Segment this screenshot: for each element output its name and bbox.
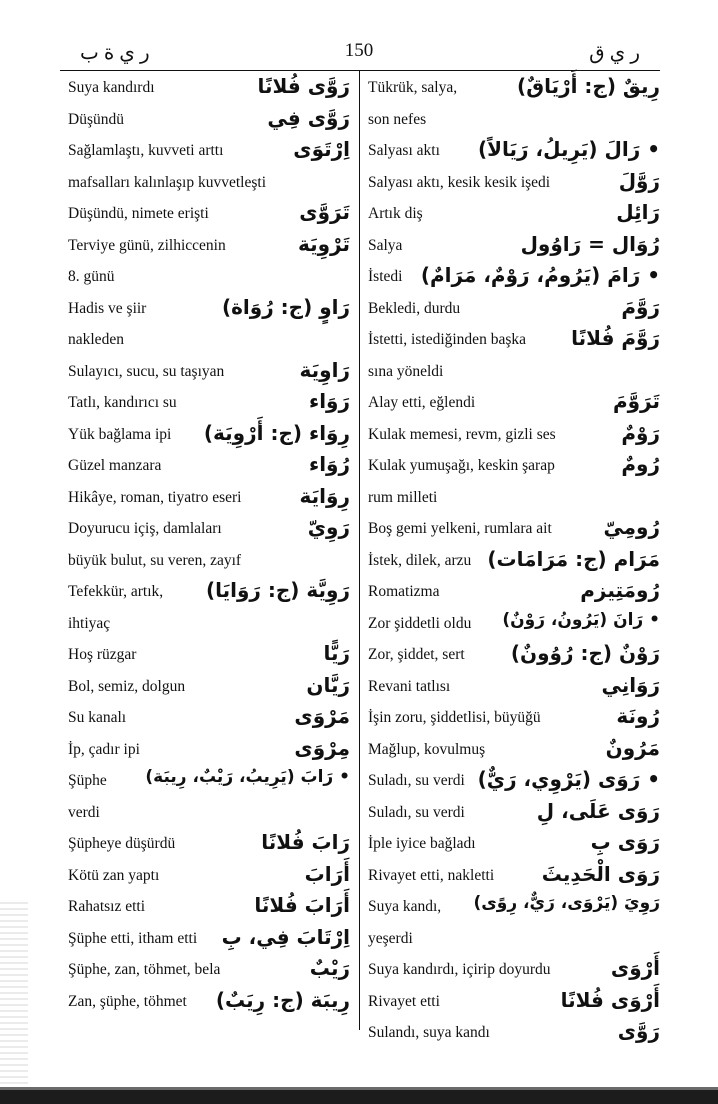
arabic-headword: رَوِيَّة (ج: رَوَايَا) [205,578,350,602]
dictionary-entry [368,450,660,482]
dictionary-entry [368,135,660,167]
turkish-meaning: Zor şiddetli oldu [368,614,472,632]
arabic-headword: رَوِيَ (يَرْوَى، رَيٌّ، رِوًى) [473,893,660,913]
dictionary-entry [68,954,350,986]
turkish-meaning: Zor, şiddet, sert [368,646,465,663]
turkish-meaning: Hoş rüzgar [68,646,137,663]
dictionary-entry [68,639,350,671]
turkish-meaning: Rivayet etti [368,992,440,1010]
dictionary-entry [368,986,660,1018]
arabic-headword: أَرَابَ فُلانًا [254,893,350,917]
turkish-meaning: Artık diş [368,205,423,222]
turkish-meaning: Düşündü [68,110,124,128]
turkish-meaning: son nefes [368,110,427,128]
turkish-meaning: Kötü zan yaptı [68,866,160,884]
turkish-meaning: Bekledi, durdu [368,299,461,317]
turkish-meaning: Sulayıcı, sucu, su taşıyan [68,362,225,380]
arabic-headword: رُومِيّ [603,515,660,539]
turkish-meaning: ihtiyaç [68,614,111,632]
arabic-headword: رُونَة [616,704,660,728]
turkish-meaning: Rahatsız etti [68,898,146,915]
turkish-meaning: İp, çadır ipi [68,740,140,758]
arabic-headword: رَوَّمَ فُلانًا [571,326,660,350]
turkish-meaning: Güzel manzara [68,457,162,474]
header-left-letters: ر ي ة ب [80,42,150,64]
dictionary-entry [68,891,350,923]
dictionary-entry [68,72,350,104]
turkish-meaning: mafsalları kalınlaşıp kuvvetleşti [68,173,267,191]
turkish-meaning: Şüphe, zan, töhmet, bela [68,961,221,978]
dictionary-entry [68,765,350,797]
dictionary-entry [68,167,350,199]
scan-bottom-edge [0,1090,718,1104]
left-column [68,72,350,1017]
dictionary-entry [368,356,660,388]
turkish-meaning: Şüphe etti, itham etti [68,929,198,947]
dictionary-entry [68,986,350,1018]
arabic-headword: رَيًّا [323,641,350,665]
dictionary-entry [68,608,350,640]
scan-speckle [0,900,28,1090]
dictionary-entry [368,891,660,923]
dictionary-entry [68,702,350,734]
turkish-meaning: Salya [368,236,403,254]
dictionary-entry [368,828,660,860]
turkish-meaning: İple iyice bağladı [368,835,476,852]
turkish-meaning: Tükrük, salya, [368,79,458,96]
turkish-meaning: İstedi [368,268,403,285]
turkish-meaning: nakleden [68,331,124,348]
arabic-headword: رَوَانِي [601,672,660,697]
turkish-meaning: Doyurucu içiş, damlaları [68,520,222,537]
turkish-meaning: Salyası aktı [368,142,440,159]
arabic-headword: مَرَام (ج: مَرَامَات) [487,546,660,571]
turkish-meaning: Suladı, su verdi [368,772,465,789]
turkish-meaning: Zan, şüphe, töhmet [68,992,187,1010]
dictionary-entry [68,293,350,325]
right-column [368,72,660,1049]
dictionary-entry [368,639,660,671]
arabic-headword: مَرْوَى [294,704,350,728]
turkish-meaning: Düşündü, nimete erişti [68,205,209,222]
arabic-headword: رِوَاء (ج: أَرْوِيَة) [203,420,350,445]
turkish-meaning: Şüphe [68,772,107,789]
dictionary-entry [368,860,660,892]
dictionary-entry [368,765,660,797]
dictionary-entry [68,513,350,545]
arabic-headword: أَرَابَ [304,861,350,886]
dictionary-entry [368,513,660,545]
turkish-meaning: Suya kandırdı, içirip doyurdu [368,961,551,978]
arabic-headword: رِيقٌ (ج: أَرْيَاقٌ) [517,74,660,98]
arabic-headword: • رَالَ (يَرِيلُ، رَيَالاً) [477,137,660,161]
dictionary-entry [68,135,350,167]
turkish-meaning: Hikâye, roman, tiyatro eseri [68,488,242,506]
turkish-meaning: rum milleti [368,488,438,506]
dictionary-entry [68,734,350,766]
turkish-meaning: Kulak yumuşağı, keskin şarap [368,457,555,474]
header-rule [60,70,660,71]
turkish-meaning: Rivayet etti, nakletti [368,866,495,884]
arabic-headword: رَوَى عَلَى، لِ [536,798,660,823]
arabic-headword: رَوَّى [617,1019,660,1043]
turkish-meaning: Romatizma [368,583,440,600]
dictionary-entry [368,293,660,325]
column-divider [359,70,360,1030]
dictionary-entry [68,261,350,293]
arabic-headword: رَائِل [616,200,660,224]
turkish-meaning: Bol, semiz, dolgun [68,677,186,695]
dictionary-entry [68,923,350,955]
page-header [0,40,718,70]
dictionary-entry [368,198,660,230]
turkish-meaning: Sağlamlaştı, kuvveti arttı [68,142,224,159]
dictionary-entry [68,230,350,262]
arabic-headword: أَرْوَى فُلانًا [560,987,660,1012]
arabic-headword: رَوَى بِ [590,830,660,854]
dictionary-entry [68,576,350,608]
arabic-headword: رَوِيّ [307,515,350,539]
page-number: 150 [344,40,374,61]
dictionary-entry [368,545,660,577]
dictionary-entry [368,923,660,955]
dictionary-entry [68,356,350,388]
arabic-headword: تَرَوَّى [299,200,350,224]
dictionary-entry [368,324,660,356]
arabic-headword: رَوَّمَ [621,294,660,319]
dictionary-entry [368,261,660,293]
turkish-meaning: Tefekkür, artık, [68,583,164,600]
dictionary-entry [68,860,350,892]
arabic-headword: أَرْوَى [610,956,660,980]
arabic-headword: رَوَّلَ [618,168,660,193]
turkish-meaning: Suya kandı, [368,898,442,915]
dictionary-entry [368,419,660,451]
dictionary-entry [68,828,350,860]
turkish-meaning: sına yöneldi [368,362,444,380]
arabic-headword: رُومَتِيزم [580,578,660,602]
arabic-headword: رُومٌ [621,452,660,476]
dictionary-entry [68,324,350,356]
turkish-meaning: 8. günü [68,268,115,285]
dictionary-entry [368,734,660,766]
dictionary-entry [368,702,660,734]
dictionary-entry [368,230,660,262]
turkish-meaning: verdi [68,803,100,821]
dictionary-entry [368,482,660,514]
arabic-headword: تَرْوِيَة [297,231,350,256]
dictionary-entry [368,104,660,136]
arabic-headword: رِوَايَة [299,483,350,508]
dictionary-entry [368,167,660,199]
turkish-meaning: Su kanalı [68,709,127,726]
turkish-meaning: Suladı, su verdi [368,803,465,821]
dictionary-entry [68,419,350,451]
turkish-meaning: İşin zoru, şiddetlisi, büyüğü [368,709,541,726]
arabic-headword: رَيَّان [306,672,350,697]
dictionary-entry [68,797,350,829]
turkish-meaning: Yük bağlama ipi [68,425,172,443]
dictionary-entry [368,1017,660,1049]
header-right-letters: ر ي ق [589,42,640,64]
arabic-headword: رَوْمٌ [621,420,660,445]
arabic-headword: • رَابَ (يَرِيبُ، رَيْبٌ، رِيبَة) [145,767,350,787]
dictionary-entry [368,72,660,104]
dictionary-entry [368,671,660,703]
turkish-meaning: Sulandı, suya kandı [368,1024,490,1041]
turkish-meaning: Alay etti, eğlendi [368,394,476,411]
dictionary-entry [368,387,660,419]
arabic-headword: رَوَاء [308,389,350,413]
turkish-meaning: Terviye günü, zilhiccenin [68,236,226,254]
arabic-headword: رُوَاء [308,452,350,476]
arabic-headword: رَوَّى فِي [267,105,350,130]
turkish-meaning: Hadis ve şiir [68,299,147,317]
turkish-meaning: Revani tatlısı [368,677,451,695]
arabic-headword: • رَانَ (يَرُونُ، رَوْنٌ) [502,609,660,630]
turkish-meaning: yeşerdi [368,929,413,947]
dictionary-entry [68,387,350,419]
arabic-headword: اِرْتَوَى [293,137,350,161]
dictionary-entry [368,954,660,986]
arabic-headword: رَابَ فُلانًا [261,830,350,854]
arabic-headword: رُوَال = رَاوُول [520,231,660,256]
arabic-headword: • رَامَ (يَرُومُ، رَوْمٌ، مَرَامٌ) [420,263,660,287]
turkish-meaning: Tatlı, kandırıcı su [68,394,177,411]
arabic-headword: رَوَّى فُلانًا [257,74,350,98]
arabic-headword: رَوْنٌ (ج: رُوُونٌ) [510,641,660,665]
dictionary-entry [368,576,660,608]
arabic-headword: رَيْبٌ [309,956,350,980]
arabic-headword: رَوَى الْحَدِيثَ [541,861,660,886]
arabic-headword: مِرْوَى [294,735,350,760]
dictionary-entry [368,608,660,640]
dictionary-entry [68,671,350,703]
dictionary-entry [368,797,660,829]
turkish-meaning: büyük bulut, su veren, zayıf [68,551,242,569]
arabic-headword: رَاوٍ (ج: رُوَاة) [221,294,350,319]
dictionary-entry [68,104,350,136]
turkish-meaning: Boş gemi yelkeni, rumlara ait [368,520,552,537]
dictionary-entry [68,482,350,514]
turkish-meaning: Salyası aktı, kesik kesik işedi [368,173,551,191]
dictionary-entry [68,450,350,482]
turkish-meaning: İstek, dilek, arzu [368,551,472,569]
arabic-headword: رِيبَة (ج: رِيَبٌ) [215,987,350,1012]
dictionary-entry [68,545,350,577]
turkish-meaning: Kulak memesi, revm, gizli ses [368,425,556,443]
arabic-headword: رَاوِيَة [299,357,350,382]
arabic-headword: • رَوَى (يَرْوِي، رَيٌّ) [477,767,660,791]
arabic-headword: تَرَوَّمَ [612,389,660,413]
turkish-meaning: İstetti, istediğinden başka [368,331,526,348]
arabic-headword: اِرْتَابَ فِي، بِ [221,924,350,949]
dictionary-entry [68,198,350,230]
turkish-meaning: Şüpheye düşürdü [68,835,176,852]
turkish-meaning: Mağlup, kovulmuş [368,740,486,758]
arabic-headword: مَرُونٌ [605,735,660,760]
turkish-meaning: Suya kandırdı [68,79,155,96]
